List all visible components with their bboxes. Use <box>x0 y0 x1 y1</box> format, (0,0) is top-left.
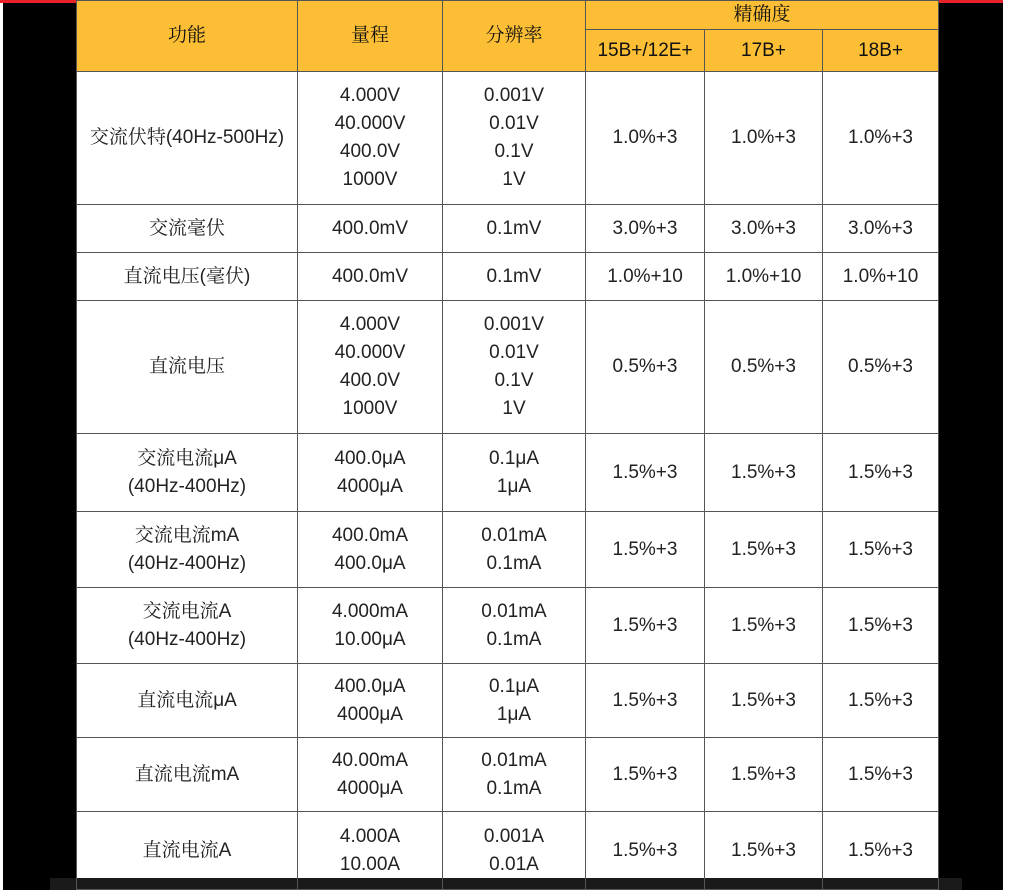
resolution-cell-line: 0.1mA <box>486 628 542 650</box>
function-cell-line: 直流电压 <box>148 356 225 377</box>
accuracy-cell: 3.0%+3 <box>823 205 939 253</box>
table-row <box>77 301 939 434</box>
range-cell-line: 40.000V <box>334 113 406 134</box>
function-cell-line: 直流电流μA <box>137 689 237 711</box>
resolution-cell <box>443 512 586 588</box>
resolution-cell <box>443 812 586 890</box>
range-cell <box>298 812 443 890</box>
resolution-cell-line: 0.001V <box>483 314 545 335</box>
header-model-15b: 15B+/12E+ <box>586 30 705 72</box>
table-row <box>77 253 939 301</box>
function-cell-line: (40Hz-400Hz) <box>127 475 247 497</box>
function-cell-line: (40Hz-400Hz) <box>127 628 247 650</box>
accuracy-cell: 1.5%+3 <box>823 512 939 588</box>
range-cell-line: 4.000V <box>339 85 401 106</box>
range-cell <box>298 588 443 664</box>
resolution-cell-line: 1μA <box>496 703 532 725</box>
range-cell-line: 400.0μA <box>334 552 406 574</box>
table-row <box>77 588 939 664</box>
function-cell-line: 交流毫伏 <box>148 217 225 239</box>
range-cell-line: 4000μA <box>337 777 403 799</box>
accuracy-cell: 1.5%+3 <box>705 738 823 812</box>
function-cell-line: 直流电流mA <box>134 763 240 785</box>
accuracy-cell: 0.5%+3 <box>586 301 705 434</box>
resolution-cell <box>443 253 586 301</box>
accuracy-cell: 1.5%+3 <box>823 434 939 512</box>
accuracy-cell: 1.5%+3 <box>586 664 705 738</box>
accuracy-cell: 1.5%+3 <box>705 664 823 738</box>
accuracy-cell: 1.0%+10 <box>705 253 823 301</box>
function-cell-line: 直流电压(毫伏) <box>123 265 251 287</box>
header-function: 功能 <box>77 1 298 72</box>
resolution-cell <box>443 664 586 738</box>
resolution-cell <box>443 434 586 512</box>
resolution-cell-line: 0.1V <box>494 370 534 391</box>
range-cell-line: 4000μA <box>337 475 403 497</box>
accuracy-cell: 1.5%+3 <box>823 738 939 812</box>
range-cell-line: 400.0mV <box>331 265 409 287</box>
range-cell <box>298 512 443 588</box>
resolution-cell-line: 0.01V <box>489 113 539 134</box>
accuracy-cell: 1.5%+3 <box>823 812 939 890</box>
resolution-cell-line: 0.01mA <box>481 749 547 771</box>
header-range: 量程 <box>298 1 443 72</box>
table-row <box>77 434 939 512</box>
header-accuracy: 精确度 <box>586 1 939 30</box>
accuracy-cell: 1.5%+3 <box>586 512 705 588</box>
range-cell <box>298 738 443 812</box>
range-cell <box>298 301 443 434</box>
resolution-cell-line: 0.01A <box>489 853 539 875</box>
range-cell-line: 10.00μA <box>334 628 406 650</box>
function-cell-line: 交流电流A <box>142 600 232 622</box>
resolution-cell-line: 0.1mV <box>486 217 542 239</box>
function-cell-line: 交流伏特(40Hz-500Hz) <box>89 127 285 148</box>
accuracy-cell: 3.0%+3 <box>705 205 823 253</box>
resolution-cell-line: 0.01V <box>489 342 539 363</box>
resolution-cell <box>443 588 586 664</box>
resolution-cell-line: 0.1mV <box>486 265 542 287</box>
range-cell <box>298 253 443 301</box>
function-cell <box>77 812 298 890</box>
resolution-cell <box>443 205 586 253</box>
resolution-cell-line: 1μA <box>496 475 532 497</box>
resolution-cell <box>443 72 586 205</box>
function-cell-line: 交流电流mA <box>134 524 240 546</box>
table-row <box>77 72 939 205</box>
range-cell-line: 4.000A <box>339 825 401 847</box>
table-row <box>77 512 939 588</box>
resolution-cell <box>443 301 586 434</box>
accuracy-cell: 1.0%+10 <box>823 253 939 301</box>
function-cell <box>77 72 298 205</box>
accuracy-cell: 1.5%+3 <box>586 588 705 664</box>
resolution-cell-line: 0.1mA <box>486 552 542 574</box>
accuracy-cell: 1.5%+3 <box>586 738 705 812</box>
range-cell-line: 400.0μA <box>334 447 406 469</box>
range-cell <box>298 72 443 205</box>
accuracy-cell: 1.0%+3 <box>705 72 823 205</box>
range-cell <box>298 664 443 738</box>
range-cell <box>298 434 443 512</box>
top-red-rule-left <box>0 0 80 3</box>
accuracy-cell: 1.0%+3 <box>586 72 705 205</box>
range-cell <box>298 205 443 253</box>
accuracy-cell: 0.5%+3 <box>823 301 939 434</box>
accuracy-cell: 1.0%+3 <box>823 72 939 205</box>
function-cell-line: 直流电流A <box>142 839 232 861</box>
resolution-cell-line: 0.1μA <box>488 675 540 697</box>
range-cell-line: 4.000mA <box>331 600 409 622</box>
range-cell-line: 400.0mA <box>331 524 409 546</box>
range-cell-line: 400.0mV <box>331 217 409 239</box>
resolution-cell-line: 0.1μA <box>488 447 540 469</box>
header-resolution: 分辨率 <box>443 1 586 72</box>
function-cell <box>77 512 298 588</box>
accuracy-cell: 1.5%+3 <box>705 588 823 664</box>
table-row <box>77 738 939 812</box>
accuracy-cell: 1.5%+3 <box>705 812 823 890</box>
range-cell-line: 1000V <box>342 169 398 190</box>
resolution-cell-line: 0.001A <box>483 825 545 847</box>
function-cell <box>77 738 298 812</box>
accuracy-cell: 1.5%+3 <box>586 434 705 512</box>
range-cell-line: 4000μA <box>337 703 403 725</box>
range-cell-line: 10.00A <box>339 853 401 875</box>
range-cell-line: 400.0μA <box>334 675 406 697</box>
function-cell <box>77 205 298 253</box>
accuracy-cell: 0.5%+3 <box>705 301 823 434</box>
header-model-17b: 17B+ <box>705 30 823 72</box>
resolution-cell-line: 0.01mA <box>481 524 547 546</box>
resolution-cell-line: 0.01mA <box>481 600 547 622</box>
spec-table <box>76 0 939 890</box>
table-row <box>77 664 939 738</box>
accuracy-cell: 1.5%+3 <box>823 664 939 738</box>
function-cell-line: (40Hz-400Hz) <box>127 552 247 574</box>
resolution-cell <box>443 738 586 812</box>
resolution-cell-line: 0.001V <box>483 85 545 106</box>
resolution-cell-line: 0.1mA <box>486 777 542 799</box>
left-edge-strip <box>0 0 3 890</box>
range-cell-line: 400.0V <box>339 141 401 162</box>
accuracy-cell: 1.5%+3 <box>586 812 705 890</box>
resolution-cell-line: 1V <box>502 169 526 190</box>
function-cell <box>77 253 298 301</box>
range-cell-line: 1000V <box>342 398 398 419</box>
right-edge-strip <box>1003 0 1014 890</box>
function-cell <box>77 301 298 434</box>
function-cell <box>77 664 298 738</box>
function-cell-line: 交流电流μA <box>137 447 237 469</box>
function-cell <box>77 434 298 512</box>
accuracy-cell: 1.5%+3 <box>705 512 823 588</box>
range-cell-line: 400.0V <box>339 370 401 391</box>
accuracy-cell: 3.0%+3 <box>586 205 705 253</box>
resolution-cell-line: 1V <box>502 398 526 419</box>
table-row <box>77 812 939 890</box>
range-cell-line: 4.000V <box>339 314 401 335</box>
table-row <box>77 205 939 253</box>
resolution-cell-line: 0.1V <box>494 141 534 162</box>
range-cell-line: 40.000V <box>334 342 406 363</box>
header-model-18b: 18B+ <box>823 30 939 72</box>
accuracy-cell: 1.5%+3 <box>823 588 939 664</box>
accuracy-cell: 1.5%+3 <box>705 434 823 512</box>
accuracy-cell: 1.0%+10 <box>586 253 705 301</box>
function-cell <box>77 588 298 664</box>
range-cell-line: 40.00mA <box>331 749 409 771</box>
